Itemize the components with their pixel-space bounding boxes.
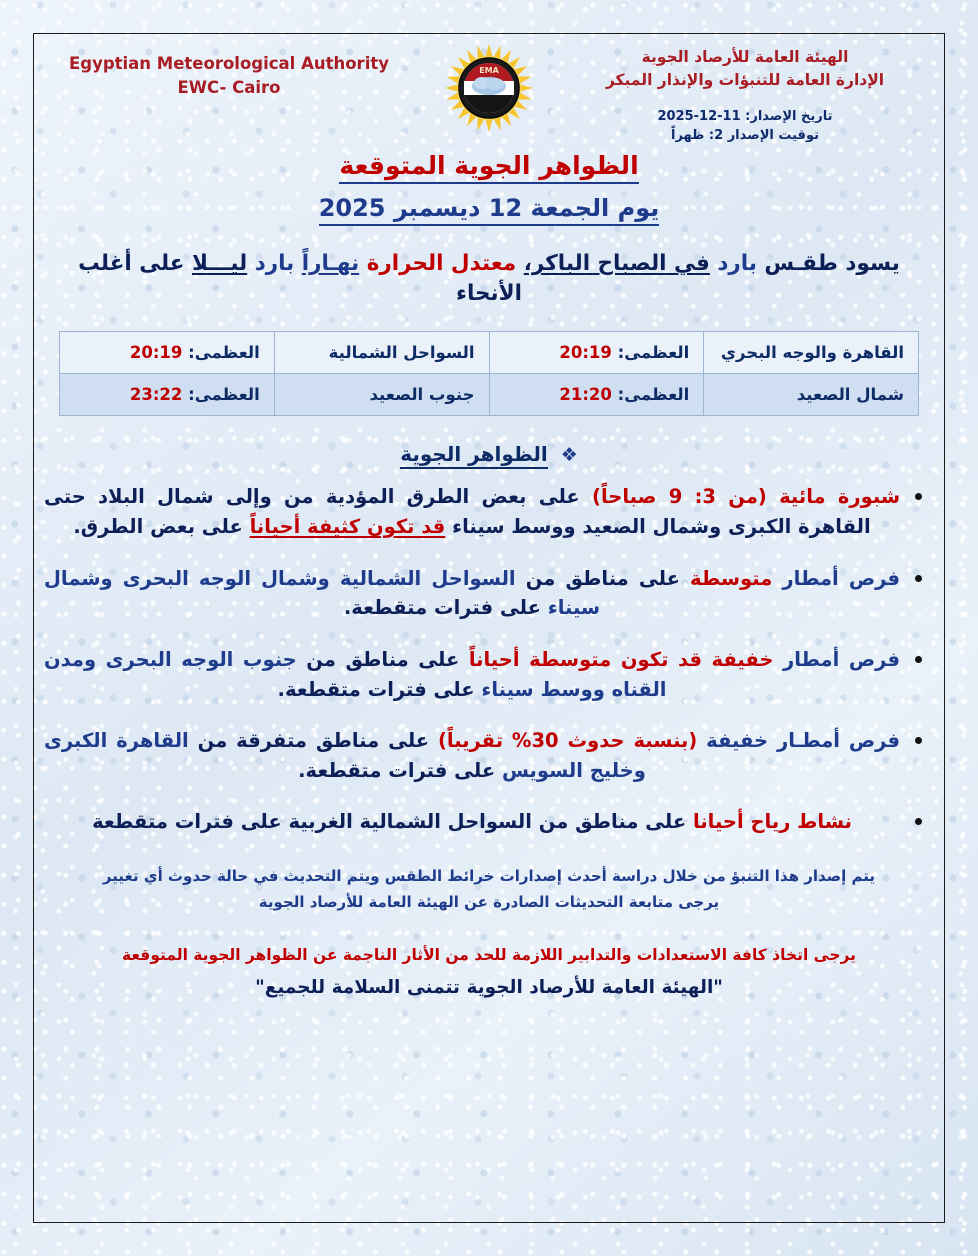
region-cell-north-coast: السواحل الشمالية: [274, 332, 489, 374]
page-content: [36, 36, 942, 1220]
summary-part-4: معتدل الحرارة: [366, 251, 517, 277]
issue-time-label: توقيت الإصدار: [727, 127, 819, 143]
footer-safety-line: "الهيئة العامة للأرصاد الجوية تتمنى السلامة للجميع": [255, 976, 723, 998]
issue-date-value: 2025-12-11: [657, 109, 741, 124]
arabic-org-line-1: الهيئة العامة للأرصاد الجوية: [641, 48, 849, 66]
light-to-moderate-rain-item-segment-4: جنوب الوجه البحرى ومدن القناه ووسط سيناء: [44, 647, 667, 701]
summary-part-1: يسود طقـس: [764, 251, 900, 277]
fog-item-segment-4: على بعض الطرق.: [73, 515, 250, 539]
moderate-rain-item-segment-3: على مناطق من: [515, 566, 691, 590]
footer-update-note: [36, 863, 942, 916]
moderate-rain-item: [44, 564, 926, 623]
summary-part-6: بارد: [254, 251, 295, 277]
light-to-moderate-rain-item-segment-2: خفيفة قد تكون متوسطة أحياناً: [468, 647, 774, 671]
issue-time-row: [570, 127, 920, 146]
moderate-rain-item-segment-1: فرص أمطار: [772, 566, 900, 590]
document-header: [36, 36, 942, 144]
arabic-org-line-2: الإدارة العامة للتنبؤات والإنذار المبكر: [605, 71, 885, 90]
forecast-date-title: [36, 193, 942, 223]
summary-part-5: نهـاراً: [301, 251, 360, 277]
temperature-table: [59, 331, 919, 416]
phenomena-heading-text: الظواهر الجوية: [400, 442, 547, 469]
forecast-date-text: يوم الجمعة 12 ديسمبر 2025: [319, 194, 660, 226]
table-row: [60, 374, 919, 416]
english-organization-name: [64, 52, 394, 100]
fog-item-segment-2: على بعض الطرق المؤدية من وإلى شمال البلاد حتى القاهرة الكبرى وشمال الصعيد ووسط سيناء: [44, 485, 871, 539]
light-rain-probability-item: [44, 726, 926, 785]
light-to-moderate-rain-item-segment-1: فرص أمطار: [773, 647, 900, 671]
max-temp-value: 21:20: [559, 384, 612, 404]
region-cell-north-upper-egypt: شمال الصعيد: [704, 374, 919, 416]
footer-note-line-2: يرجى متابعة التحديثات الصادرة عن الهيئة العامة للأرصاد الجوية: [258, 893, 720, 912]
moderate-rain-item-segment-2: متوسطة: [690, 566, 773, 590]
phenomena-list: [36, 482, 942, 837]
max-temp-label: العظمى:: [617, 342, 690, 362]
max-temp-value: 23:22: [129, 384, 183, 404]
light-rain-probability-item-segment-1: فرص أمطـار خفيفة: [697, 729, 901, 753]
table-row: [60, 332, 919, 374]
phenomena-section-heading: [36, 442, 942, 466]
fog-item-segment-3: قد تكون كثيفة أحياناً: [249, 515, 446, 539]
max-temp-cell-south-upper-egypt: [60, 374, 275, 416]
moderate-rain-item-segment-5: على فترات متقطعة.: [343, 596, 548, 620]
wind-activity-item-segment-1: نشاط رياح أحيانا: [693, 810, 852, 834]
light-rain-probability-item-segment-3: على مناطق متفرقة من: [188, 729, 439, 753]
page-title: [36, 150, 942, 181]
footer-safety-message: [36, 942, 942, 1004]
issue-time-value: 2: ظهراً: [671, 127, 724, 143]
max-temp-value: 20:19: [129, 342, 183, 362]
english-org-line-1: Egyptian Meteorological Authority: [68, 54, 389, 73]
moderate-rain-item-segment-4: السواحل الشمالية وشمال الوجه البحرى وشمال سيناء: [44, 566, 601, 620]
egyptian-meteorological-authority-logo: [443, 42, 535, 134]
summary-part-3: في الصباح الباكر،: [523, 251, 710, 277]
english-org-line-2: EWC- Cairo: [177, 77, 281, 97]
arabic-organization-name: [570, 46, 920, 93]
wind-activity-item: [44, 807, 926, 837]
light-rain-probability-item-segment-4: القاهرة الكبرى وخليج السويس: [44, 729, 646, 782]
max-temp-label: العظمى:: [188, 342, 260, 362]
light-to-moderate-rain-item: [44, 645, 926, 704]
summary-part-2: بارد: [717, 251, 757, 277]
fog-item: [44, 482, 926, 541]
max-temp-value: 20:19: [559, 342, 612, 362]
max-temp-cell-north-upper-egypt: [489, 374, 704, 416]
footer-warning-line: يرجى اتخاذ كافة الاستعدادات والتدابير اللازمة للحد من الأثار الناجمة عن الظواهر الجوية المتوقعة: [122, 945, 856, 964]
summary-part-8: على أغلب الأنحاء: [78, 251, 522, 307]
summary-part-7: ليـــلا: [191, 251, 248, 277]
max-temp-cell-north-coast: [60, 332, 275, 374]
issue-info: [570, 108, 920, 146]
logo-acronym: EMA: [479, 66, 499, 75]
light-to-moderate-rain-item-segment-3: على مناطق من: [296, 647, 469, 671]
light-to-moderate-rain-item-segment-5: على فترات متقطعة.: [277, 677, 475, 701]
issue-date-label: تاريخ الإصدار:: [745, 109, 833, 124]
floret-bullet-icon: ❖: [560, 444, 578, 467]
light-rain-probability-item-segment-2: (بنسبة حدوث 30% تقريباً): [438, 729, 698, 753]
max-temp-label: العظمى:: [188, 384, 260, 404]
max-temp-cell-cairo-delta: [489, 332, 704, 374]
light-rain-probability-item-segment-5: على فترات متقطعة.: [298, 758, 502, 782]
region-cell-south-upper-egypt: جنوب الصعيد: [274, 374, 489, 416]
weather-summary: [36, 249, 942, 309]
region-cell-cairo-delta: القاهرة والوجه البحري: [704, 332, 919, 374]
footer-note-line-1: يتم إصدار هذا التنبؤ من خلال دراسة أحدث إصدارات خرائط الطقس ويتم التحديث في حالة حدوث أي تغيير: [102, 867, 876, 886]
max-temp-label: العظمى:: [617, 384, 690, 404]
fog-item-segment-1: شبورة مائية (من 3: 9 صباحاً): [592, 485, 900, 509]
wind-activity-item-segment-2: على مناطق من السواحل الشمالية الغربية على فترات متقطعة: [92, 810, 693, 834]
page-title-text: الظواهر الجوية المتوقعة: [339, 151, 638, 184]
issue-date-row: [570, 108, 920, 127]
